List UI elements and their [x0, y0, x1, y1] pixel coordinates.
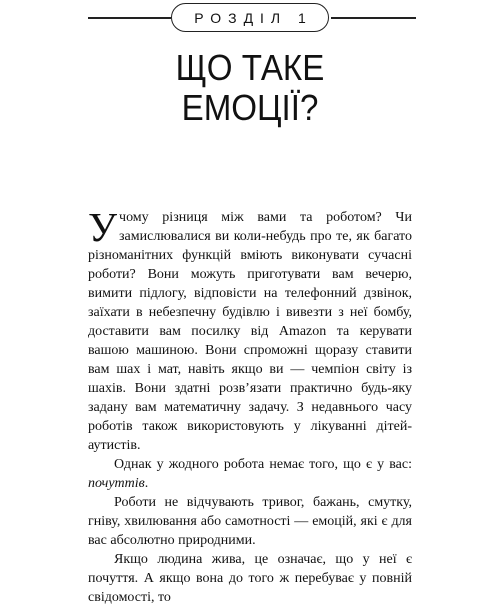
- paragraph-1: [88, 204, 412, 455]
- header-rule-right: [331, 17, 416, 19]
- paragraph-3-text: Роботи не відчувають тривог, бажань, смутку, гніву, хвилювання або самотності — емоцій, які є для вас абсолютно природними.: [88, 495, 412, 548]
- paragraph-4: [88, 550, 412, 607]
- paragraph-2-text: Однак у жодного робота немає того, що є у вас:: [114, 457, 412, 472]
- paragraph-3: [88, 493, 412, 550]
- paragraph-1-text: чому різниця між вами та роботом? Чи замислювалися ви коли-небудь про те, як багато різноманітних функцій вміють виконувати сучасні роботи? Вони можуть приготувати вам вечерю, вимити підлогу, відповісти на телефонний дзвінок, заїхати в небезпечну будівлю і вивезти з неї бомбу, доставити вам посилку від Amazon та керувати вашою машиною. Вони спроможні щоразу ставити вам шах і мат, навіть якщо ви — чемпіон світу із шахів. Вони здатні розв’язати практично будь-яку задану вам математичну задачу. З недавнього часу роботів також використовують у лікуванні дітей-аутистів.: [88, 210, 412, 453]
- chapter-title-line-2: ЕМОЦІЇ?: [181, 87, 319, 128]
- chapter-badge: [171, 3, 329, 32]
- chapter-body: [88, 204, 412, 607]
- paragraph-2: [88, 455, 412, 493]
- paragraph-4-text: Якщо людина жива, це означає, що у неї є почуття. А якщо вона до того ж перебуває у повній свідомості, то: [88, 552, 412, 605]
- drop-cap: У: [88, 204, 118, 250]
- chapter-label: РОЗДІЛ 1: [194, 9, 313, 26]
- emphasis-feelings: почуттів: [88, 476, 145, 491]
- paragraph-2-end: .: [144, 476, 149, 491]
- chapter-title-line-1: ЩО ТАКЕ: [175, 47, 325, 88]
- header-rule-left: [88, 17, 171, 19]
